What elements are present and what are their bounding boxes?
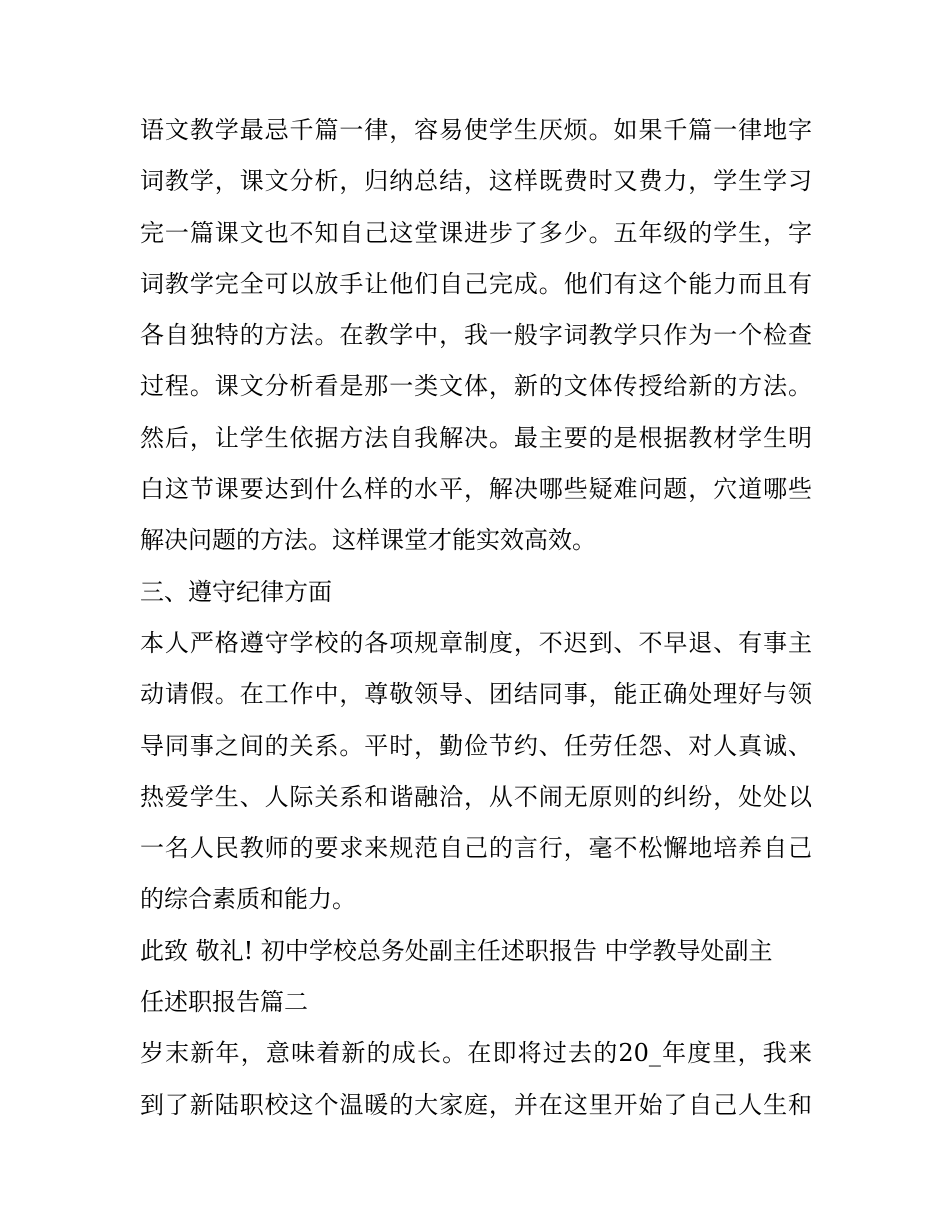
text-line: 热爱学生、人际关系和谐融洽，从不闹无原则的纠纷，处处以	[140, 782, 812, 811]
text-line: 任述职报告篇二	[140, 988, 308, 1017]
text-line: 过程。课文分析看是那一类文体，新的文体传授给新的方法。	[140, 372, 812, 401]
text-line: 词教学，课文分析，归纳总结，这样既费时又费力，学生学习	[140, 167, 812, 196]
text-line: 各自独特的方法。在教学中，我一般字词教学只作为一个检查	[140, 321, 812, 350]
text-line: 到了新陆职校这个温暖的大家庭，并在这里开始了自己人生和	[140, 1090, 812, 1119]
text-line: 三、遵守纪律方面	[140, 577, 332, 606]
text-line: 此致 敬礼! 初中学校总务处副主任述职报告 中学教导处副主	[140, 936, 773, 965]
text-line: 解决问题的方法。这样课堂才能实效高效。	[140, 526, 596, 555]
text-line: 词教学完全可以放手让他们自己完成。他们有这个能力而且有	[140, 269, 812, 298]
text-line: 完一篇课文也不知自己这堂课进步了多少。五年级的学生，字	[140, 218, 812, 247]
text-line: 的综合素质和能力。	[140, 885, 356, 914]
document-page	[140, 105, 812, 1131]
text-line: 本人严格遵守学校的各项规章制度，不迟到、不早退、有事主	[140, 628, 812, 657]
text-line: 语文教学最忌千篇一律，容易使学生厌烦。如果千篇一律地字	[140, 116, 812, 144]
text-line: 导同事之间的关系。平时，勤俭节约、任劳任怨、对人真诚、	[140, 731, 812, 760]
text-line: 一名人民教师的要求来规范自己的言行，毫不松懈地培养自己	[140, 834, 812, 863]
text-line: 动请假。在工作中，尊敬领导、团结同事，能正确处理好与领	[140, 680, 812, 709]
text-line: 白这节课要达到什么样的水平，解决哪些疑难问题，穴道哪些	[140, 475, 812, 504]
text-line: 然后，让学生依据方法自我解决。最主要的是根据教材学生明	[140, 423, 812, 452]
text-line: 岁末新年，意味着新的成长。在即将过去的20_年度里，我来	[140, 1039, 812, 1068]
